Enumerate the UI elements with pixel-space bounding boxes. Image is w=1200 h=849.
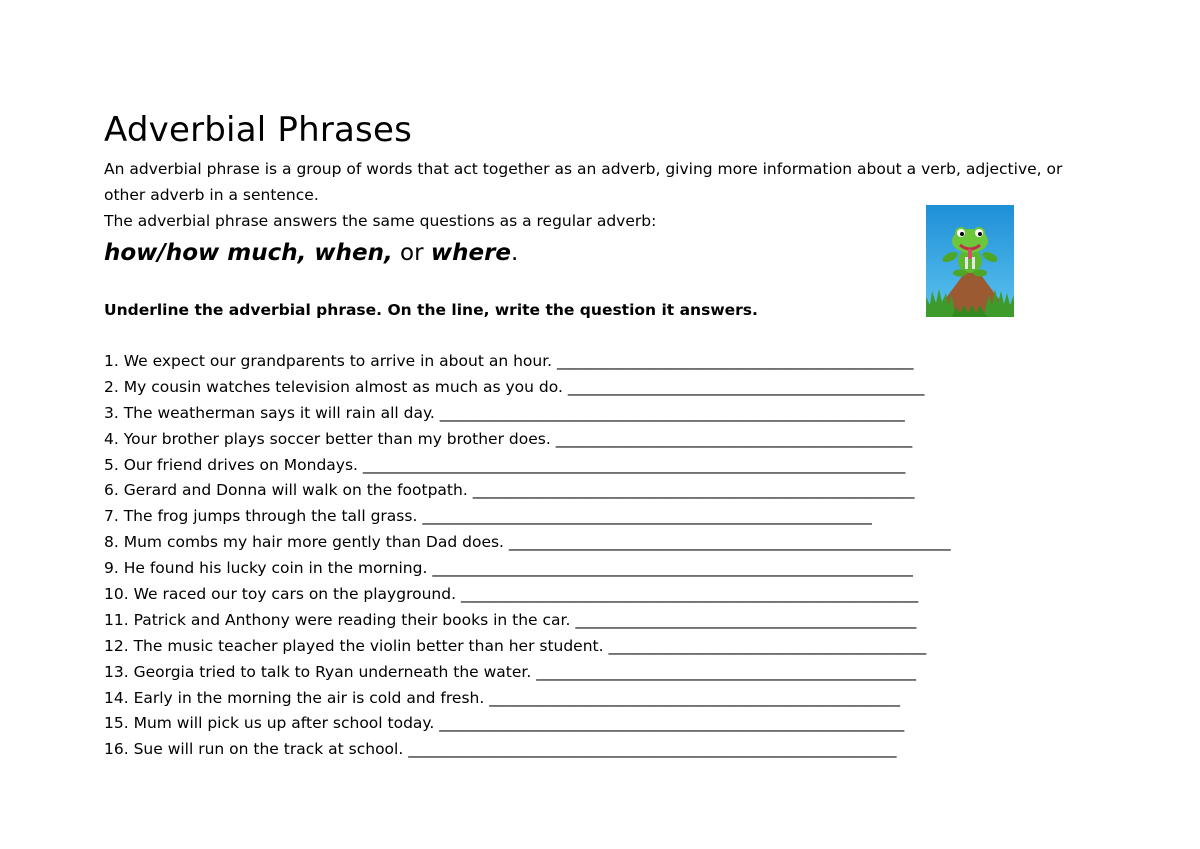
answer-line[interactable]: ___________________________________________________________ [460, 585, 919, 604]
sentence-text: 10. We raced our toy cars on the playground. [104, 585, 461, 604]
answer-line[interactable]: __________________________________________________________ [422, 507, 872, 526]
list-item [104, 711, 1104, 737]
sentence-text: 1. We expect our grandparents to arrive in about an hour. [104, 352, 558, 370]
sentence-text: 16. Sue will run on the track at school. [104, 740, 409, 759]
answer-line[interactable]: ______________________________________________ [567, 377, 925, 396]
sentence-text: 11. Patrick and Anthony were reading their books in the car. [104, 610, 576, 629]
sentence-text: 15. Mum will pick us up after school today. [104, 714, 440, 733]
page-title: Adverbial Phrases [104, 110, 412, 150]
answer-line[interactable]: _________________________________________________ [536, 662, 916, 681]
answer-line[interactable]: ____________________________________________________________ [439, 403, 905, 422]
answer-line[interactable]: ____________________________________________________________ [439, 714, 905, 733]
sentence-text: 8. Mum combs my hair more gently than Dad does. [104, 533, 509, 552]
sentence-text: 3. The weatherman says it will rain all day. [104, 403, 440, 422]
list-item [104, 556, 1104, 582]
answer-line[interactable]: _________________________________________ [608, 636, 927, 655]
sentence-text: 4. Your brother plays soccer better than my brother does. [104, 429, 556, 448]
sentence-text: 6. Gerard and Donna will walk on the footpath. [104, 481, 473, 500]
list-item [104, 504, 1104, 530]
question-words-period: . [511, 240, 519, 266]
sentence-text: 14. Early in the morning the air is cold and fresh. [104, 688, 490, 707]
sentence-text: 12. The music teacher played the violin better than her student. [104, 636, 609, 655]
sentence-text: 13. Georgia tried to talk to Ryan underneath the water. [104, 662, 537, 681]
sentence-list [104, 349, 1104, 763]
list-item [104, 582, 1104, 608]
instruction-text: Underline the adverbial phrase. On the line, write the question it answers. [104, 301, 758, 319]
list-item [104, 478, 1104, 504]
list-item [104, 686, 1104, 712]
list-item [104, 737, 1104, 763]
list-item [104, 453, 1104, 479]
sentence-text: 5. Our friend drives on Mondays. [104, 455, 363, 474]
list-item [104, 401, 1104, 427]
sentence-text: 2. My cousin watches television almost as much as you do. [104, 377, 568, 396]
list-item [104, 349, 1104, 375]
question-words-how-when: how/how much, when, [104, 240, 393, 266]
question-words-where: where [430, 240, 512, 266]
question-words-or: or [392, 240, 431, 266]
answer-line[interactable]: ______________________________________________ [557, 352, 914, 370]
intro-questions-lead: The adverbial phrase answers the same questions as a regular adverb: [104, 212, 657, 230]
list-item [104, 427, 1104, 453]
answer-line[interactable]: _____________________________________________________ [489, 688, 900, 707]
list-item [104, 660, 1104, 686]
answer-line[interactable]: ______________________________________________ [555, 429, 913, 448]
sentence-text: 7. The frog jumps through the tall grass. [104, 507, 423, 526]
list-item [104, 634, 1104, 660]
frog-on-hill-image [926, 205, 1014, 317]
question-words [104, 236, 518, 270]
answer-line[interactable]: ______________________________________________________________________ [362, 455, 906, 474]
answer-line[interactable]: ______________________________________________________________ [432, 559, 913, 578]
answer-line[interactable]: _________________________________________________________ [472, 481, 915, 500]
sentence-text: 9. He found his lucky coin in the morning. [104, 559, 433, 578]
answer-line[interactable]: ____________________________________________ [575, 610, 917, 629]
list-item [104, 530, 1104, 556]
answer-line[interactable]: _________________________________________________________ [508, 533, 951, 552]
list-item [104, 375, 1104, 401]
list-item [104, 608, 1104, 634]
intro-definition: An adverbial phrase is a group of words that act together as an adverb, giving more information about a verb, adjective, or other adverb in a sentence. [104, 160, 1063, 204]
answer-line[interactable]: _______________________________________________________________ [408, 740, 897, 759]
